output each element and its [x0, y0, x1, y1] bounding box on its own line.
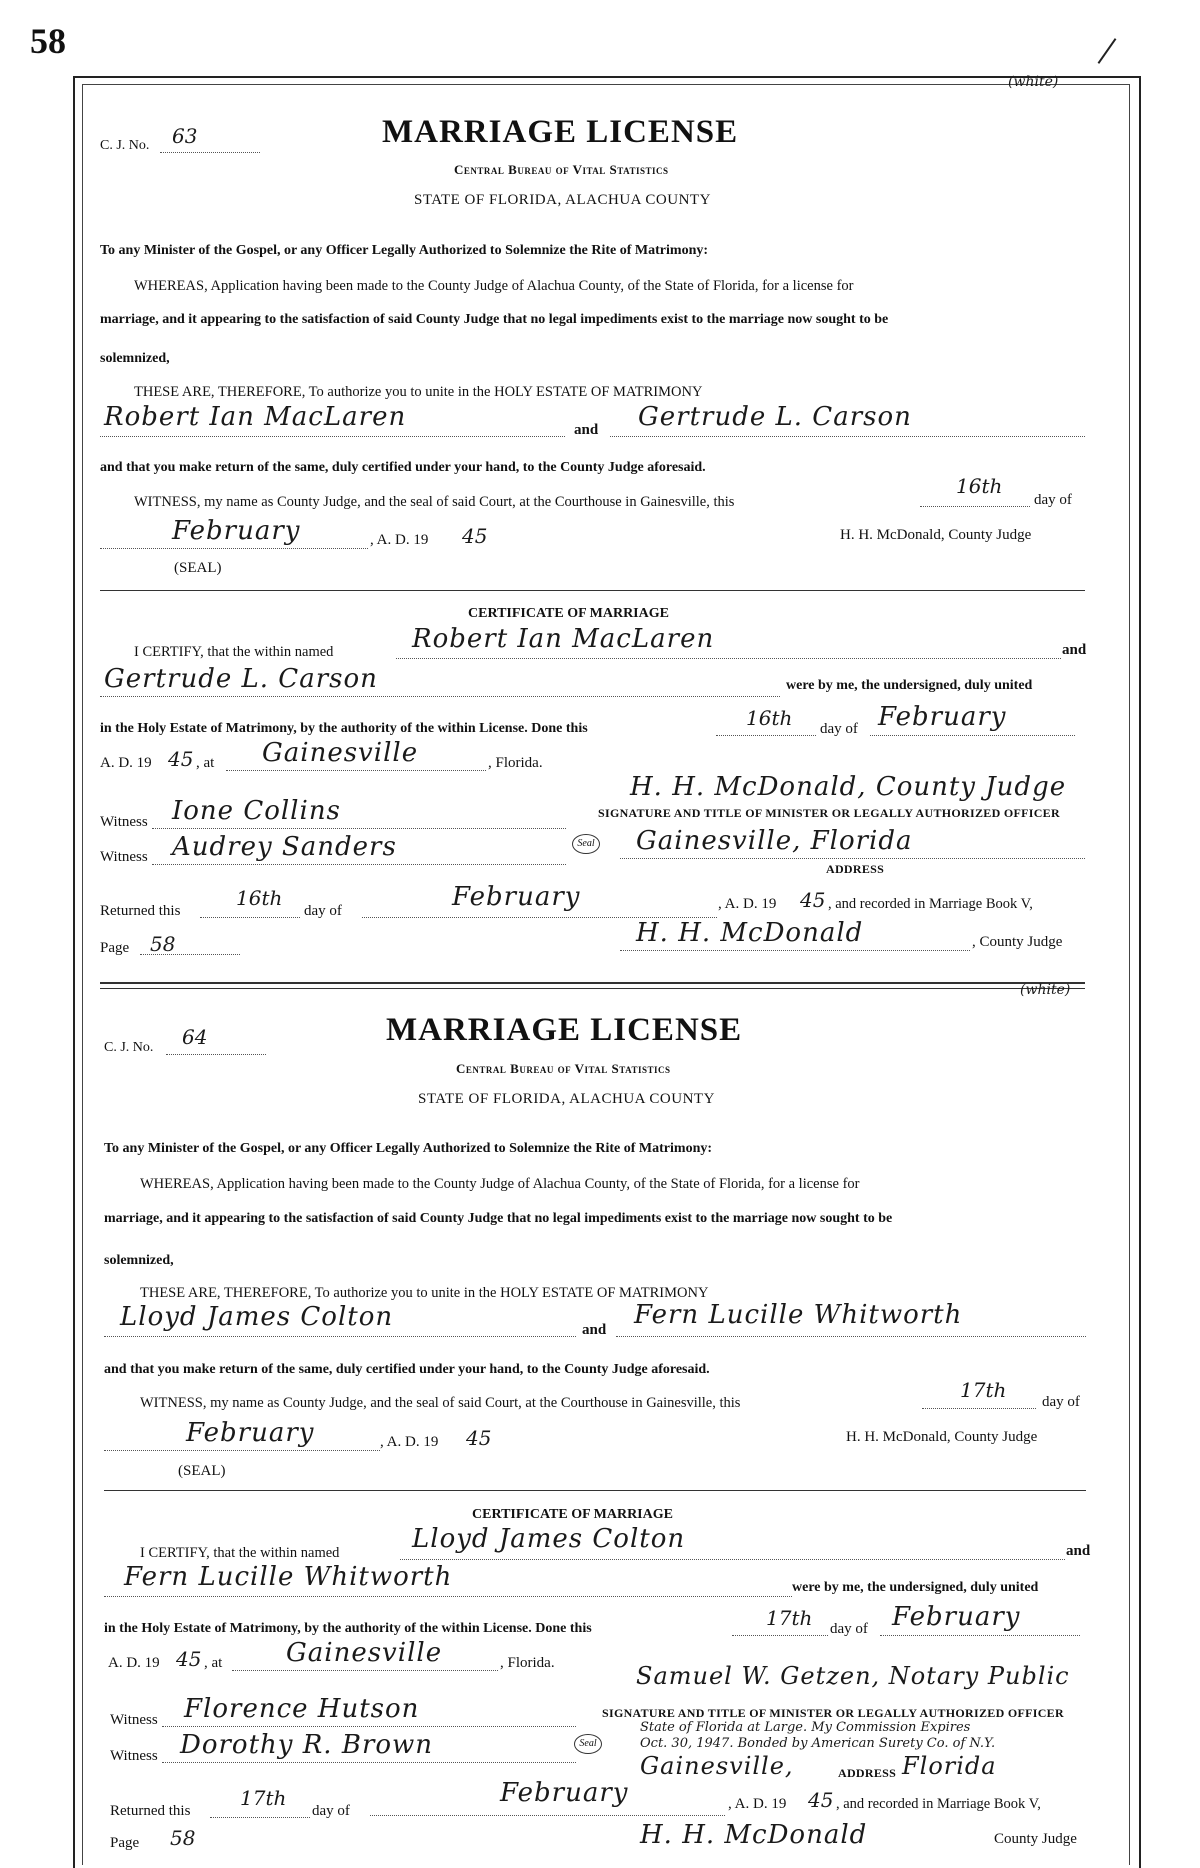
ad-label: , A. D. 19 — [370, 532, 429, 548]
returned-day-of: day of — [312, 1803, 350, 1819]
witness-line: WITNESS, my name as County Judge, and the seal of said Court, at the Courthouse in Gainesville, this — [134, 494, 735, 510]
united-label: were by me, the undersigned, duly united — [786, 678, 1033, 693]
therefore-line: THESE ARE, THEREFORE, To authorize you to unite in the HOLY ESTATE OF MATRIMONY — [134, 384, 703, 400]
seal-label: (SEAL) — [174, 560, 222, 576]
page-number-handwritten: 58 — [150, 932, 176, 956]
returned-label: Returned this — [110, 1803, 191, 1819]
inner-frame — [82, 84, 1130, 1865]
certificate-title: CERTIFICATE OF MARRIAGE — [472, 1507, 673, 1522]
county-judge-label: , County Judge — [972, 934, 1063, 950]
certify-label: I CERTIFY, that the within named — [140, 1545, 340, 1561]
witness-2-name: Audrey Sanders — [172, 832, 397, 862]
ad-label: , A. D. 19 — [380, 1434, 439, 1450]
therefore-line: THESE ARE, THEREFORE, To authorize you to unite in the HOLY ESTATE OF MATRIMONY — [140, 1285, 709, 1301]
done-day-of: day of — [820, 721, 858, 737]
return-line: and that you make return of the same, duly certified under your hand, to the County Judge aforesaid. — [100, 460, 706, 475]
ad-at-label: A. D. 19 — [100, 755, 152, 771]
page-label: Page — [100, 940, 130, 956]
done-day: 16th — [746, 706, 793, 730]
cj-label: C. J. No. — [100, 138, 150, 153]
witness-1-name: Florence Hutson — [184, 1694, 420, 1724]
holy-estate-line: in the Holy Estate of Matrimony, by the authority of the within License. Done this — [104, 1621, 592, 1636]
witness-label-1: Witness — [110, 1712, 158, 1728]
color-note: (white) — [1008, 74, 1059, 90]
issue-day: 16th — [956, 474, 1003, 498]
corner-tick-mark — [1098, 38, 1117, 64]
address-label: ADDRESS — [826, 862, 885, 876]
and-word: and — [582, 1322, 607, 1338]
issue-year: 45 — [462, 524, 488, 548]
day-of-label: day of — [1042, 1394, 1080, 1410]
issue-month: February — [172, 516, 301, 546]
florida-label: , Florida. — [488, 755, 543, 771]
witness-label-2: Witness — [110, 1748, 158, 1764]
returned-year: 45 — [808, 1788, 834, 1812]
page-label: Page — [110, 1835, 140, 1851]
witness-2-name: Dorothy R. Brown — [180, 1730, 434, 1760]
done-day: 17th — [766, 1606, 813, 1630]
seal-stamp: Seal — [572, 834, 600, 854]
county-judge: H. H. McDonald, County Judge — [840, 527, 1032, 543]
place-name: Gainesville — [262, 738, 419, 768]
issue-month: February — [186, 1418, 315, 1448]
cert-groom-name: Lloyd James Colton — [412, 1524, 686, 1554]
cj-number: 64 — [182, 1025, 208, 1049]
whereas-line-2: marriage, and it appearing to the satisfaction of said County Judge that no legal impediments exist to the marriage now sought to be — [100, 312, 889, 327]
cert-and-word: and — [1062, 642, 1087, 658]
holy-estate-line: in the Holy Estate of Matrimony, by the authority of the within License. Done this — [100, 721, 588, 736]
address-label: ADDRESS — [838, 1766, 897, 1780]
returned-day: 16th — [236, 886, 283, 910]
divider — [100, 590, 1085, 591]
address-handwritten: Gainesville, — [640, 1752, 794, 1780]
divider — [104, 1490, 1086, 1491]
color-note: (white) — [1020, 982, 1071, 998]
done-year: 45 — [176, 1647, 202, 1671]
returned-day: 17th — [240, 1786, 287, 1810]
returned-ad: , A. D. 19 — [728, 1796, 787, 1812]
license-separator — [100, 982, 1085, 984]
issue-year: 45 — [466, 1426, 492, 1450]
done-year: 45 — [168, 747, 194, 771]
done-month: February — [892, 1602, 1021, 1632]
cj-number: 63 — [172, 124, 198, 148]
license-title: MARRIAGE LICENSE — [386, 1012, 743, 1048]
done-day-of: day of — [830, 1621, 868, 1637]
cj-label: C. J. No. — [104, 1040, 154, 1055]
whereas-line-3: solemnized, — [104, 1253, 174, 1268]
whereas-line-3: solemnized, — [100, 351, 170, 366]
returned-month: February — [500, 1778, 629, 1808]
returned-year: 45 — [800, 888, 826, 912]
seal-stamp: Seal — [574, 1734, 602, 1754]
officer-signature: H. H. McDonald, County Judge — [630, 772, 1067, 802]
and-word: and — [574, 422, 599, 438]
salutation: To any Minister of the Gospel, or any Officer Legally Authorized to Solemnize the Rite of Matrimony: — [104, 1141, 713, 1156]
county-judge-signature: H. H. McDonald — [640, 1820, 868, 1850]
at-label: , at — [196, 755, 215, 771]
cert-groom-name: Robert Ian MacLaren — [412, 624, 715, 654]
return-line: and that you make return of the same, duly certified under your hand, to the County Judge aforesaid. — [104, 1362, 710, 1377]
page-number-handwritten: 58 — [170, 1826, 196, 1850]
place-name: Gainesville — [286, 1638, 443, 1668]
returned-month: February — [452, 882, 581, 912]
at-label: , at — [204, 1655, 223, 1671]
whereas-line-1: WHEREAS, Application having been made to the County Judge of Alachua County, of the State of Florida, for a license for — [134, 278, 854, 294]
seal-label: (SEAL) — [178, 1463, 226, 1479]
license-separator-2 — [100, 988, 1085, 989]
returned-day-of: day of — [304, 903, 342, 919]
officer-bond-line: Oct. 30, 1947. Bonded by American Surety Co. of N.Y. — [640, 1736, 996, 1751]
state-county: STATE OF FLORIDA, ALACHUA COUNTY — [418, 1091, 715, 1107]
whereas-line-2: marriage, and it appearing to the satisfaction of said County Judge that no legal impediments exist to the marriage now sought to be — [104, 1211, 893, 1226]
groom-name: Lloyd James Colton — [120, 1302, 394, 1332]
bureau-name: Central Bureau of Vital Statistics — [454, 162, 669, 177]
cert-bride-name: Gertrude L. Carson — [104, 664, 378, 694]
bride-name: Fern Lucille Whitworth — [634, 1300, 963, 1330]
ad-at-label: A. D. 19 — [108, 1655, 160, 1671]
witness-line: WITNESS, my name as County Judge, and the seal of said Court, at the Courthouse in Gainesville, this — [140, 1395, 741, 1411]
groom-name: Robert Ian MacLaren — [104, 402, 407, 432]
officer-signature: Samuel W. Getzen, Notary Public — [636, 1662, 1070, 1690]
bride-name: Gertrude L. Carson — [638, 402, 912, 432]
certify-label: I CERTIFY, that the within named — [134, 644, 334, 660]
recorded-label: , and recorded in Marriage Book V, — [836, 1796, 1041, 1812]
recorded-label: , and recorded in Marriage Book V, — [828, 896, 1033, 912]
returned-label: Returned this — [100, 903, 181, 919]
done-month: February — [878, 702, 1007, 732]
license-title: MARRIAGE LICENSE — [382, 114, 739, 150]
address-handwritten-2: Florida — [902, 1752, 997, 1780]
issue-day: 17th — [960, 1378, 1007, 1402]
florida-label: , Florida. — [500, 1655, 555, 1671]
county-judge-signature: H. H. McDonald — [636, 918, 864, 948]
salutation: To any Minister of the Gospel, or any Officer Legally Authorized to Solemnize the Rite of Matrimony: — [100, 243, 709, 258]
page-number: 58 — [30, 21, 66, 61]
address-handwritten: Gainesville, Florida — [636, 826, 913, 856]
witness-1-name: Ione Collins — [172, 796, 341, 826]
state-county: STATE OF FLORIDA, ALACHUA COUNTY — [414, 192, 711, 208]
certificate-title: CERTIFICATE OF MARRIAGE — [468, 606, 669, 621]
officer-commission-line: State of Florida at Large. My Commission Expires — [640, 1720, 971, 1735]
witness-label-1: Witness — [100, 814, 148, 830]
cert-bride-name: Fern Lucille Whitworth — [124, 1562, 453, 1592]
signature-caption: SIGNATURE AND TITLE OF MINISTER OR LEGALLY AUTHORIZED OFFICER — [602, 1706, 1064, 1720]
whereas-line-1: WHEREAS, Application having been made to the County Judge of Alachua County, of the State of Florida, for a license for — [140, 1176, 860, 1192]
county-judge-label: County Judge — [994, 1831, 1077, 1847]
signature-caption: SIGNATURE AND TITLE OF MINISTER OR LEGALLY AUTHORIZED OFFICER — [598, 806, 1060, 820]
county-judge: H. H. McDonald, County Judge — [846, 1429, 1038, 1445]
cert-and-word: and — [1066, 1543, 1091, 1559]
day-of-label: day of — [1034, 492, 1072, 508]
witness-label-2: Witness — [100, 849, 148, 865]
united-label: were by me, the undersigned, duly united — [792, 1580, 1039, 1595]
bureau-name: Central Bureau of Vital Statistics — [456, 1061, 671, 1076]
returned-ad: , A. D. 19 — [718, 896, 777, 912]
